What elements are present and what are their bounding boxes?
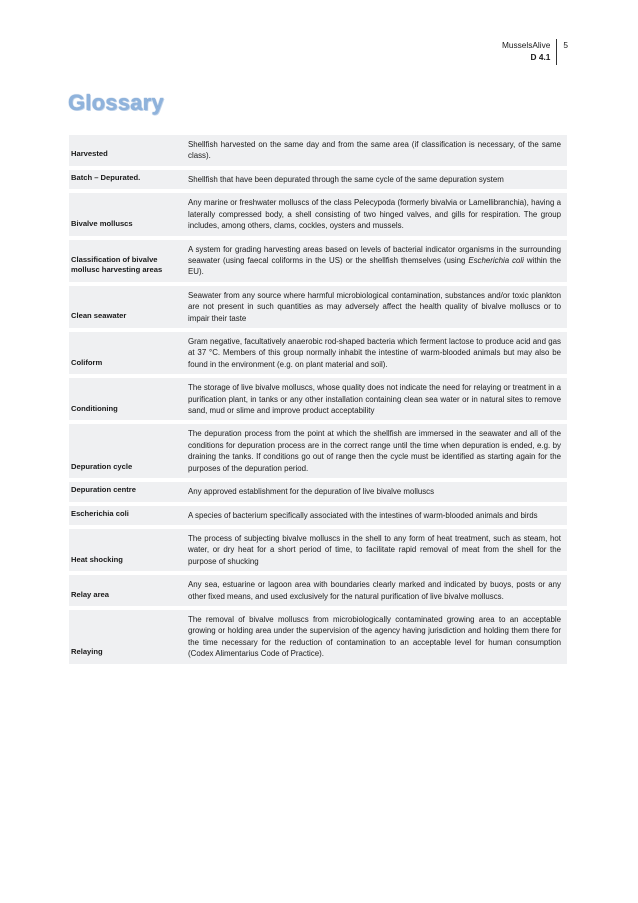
glossary-row [69,378,567,420]
glossary-definition: A system for grading harvesting areas based on levels of bacterial indicator organisms in the surrounding seawater (using faecal coliforms in the US) or the shellfish themselves (using Escherichia coli within the EU). [188,244,561,277]
glossary-row [69,170,567,190]
glossary-row [69,482,567,502]
glossary-term: Depuration cycle [71,461,133,471]
glossary-row [69,529,567,571]
glossary-row [69,240,567,282]
glossary-row [69,610,567,664]
italic-species-name: Escherichia coli [468,255,524,265]
glossary-definition: Shellfish that have been depurated through the same cycle of the same depuration system [188,174,504,184]
glossary-term: Coliform [71,357,103,367]
glossary-term: Clean seawater [71,311,127,321]
glossary-term: Bivalve molluscs [71,219,133,229]
glossary-definition: The process of subjecting bivalve molluscs in the shell to any form of heat treatment, such as steam, hot water, or dry heat for a short period of time, to facilitate rapid removal of meat from the shell for the purpose of shucking [188,534,561,566]
glossary-row [69,575,567,606]
glossary-definition: Any approved establishment for the depuration of live bivalve molluscs [188,487,435,497]
glossary-definition: The depuration process from the point at which the shellfish are immersed in the seawater and all of the conditions for depuration process are in the correct range until the time when depuration is ended, e.g. by draining the tanks. If conditions go out of range then the cycle must be identified as starting again for the purposes of the depuration period. [188,429,561,473]
header-text [502,39,556,63]
glossary-definition: Any marine or freshwater molluscs of the class Pelecypoda (formerly bivalvia or Lamellibranchia), having a laterally compressed body, a shell consisting of two hinged valves, and gills for respiration. The group includes, among others, clams, cockles, oysters and mussels. [188,198,561,231]
glossary-definition: Seawater from any source where harmful microbiological contamination, substances and/or toxic plankton are not present in such quantities as may adversely affect the health quality of bivalve molluscs or to impair their taste [188,290,561,323]
glossary-definition: The removal of bivalve molluscs from microbiologically contaminated growing area to an acceptable growing or holding area under the supervision of the agency having jurisdiction and holding them there for the time necessary for the reduction of contamination to an acceptable level for human consumption (Codex Alimentarius Code of Practice). [188,615,561,659]
glossary-term: Classification of bivalve mollusc harvesting areas [71,254,163,275]
glossary-term: Depuration centre [71,485,136,495]
project-name: MusselsAlive [501,40,551,50]
glossary-term: Relaying [71,647,103,657]
glossary-table [69,135,567,668]
page-number: 5 [563,40,568,50]
glossary-term: Relay area [71,589,109,599]
page-header [502,39,568,65]
glossary-row [69,286,567,328]
glossary-definition: A species of bacterium specifically associated with the intestines of warm-blooded animals and birds [188,510,538,520]
glossary-row [69,424,567,478]
document-id: D 4.1 [530,52,551,62]
glossary-term: Batch – Depurated. [71,172,141,182]
glossary-term: Heat shocking [71,554,123,564]
glossary-row [69,332,567,374]
page-title: Glossary [68,90,164,115]
glossary-row [69,135,567,166]
glossary-term: Conditioning [71,403,118,413]
glossary-definition: The storage of live bivalve molluscs, whose quality does not indicate the need for relaying or treatment in a purification plant, in tanks or any other installation containing clean sea water or in natural sites to remove sand, mud or slime and improve product acceptability [188,383,561,415]
glossary-row [69,506,567,526]
glossary-definition: Any sea, estuarine or lagoon area with boundaries clearly marked and indicated by buoys, posts or any other fixed means, and used exclusively for the natural purification of live bivalve molluscs. [188,580,561,601]
glossary-definition: Shellfish harvested on the same day and from the same area (if classification is necessary, of the same class). [188,140,561,161]
glossary-definition: Gram negative, facultatively anaerobic rod-shaped bacteria which ferment lactose to produce acid and gas at 37 °C. Members of this group normally inhabit the intestine of warm-blooded animals but may also be found in the environment (e.g. on plant material and soil). [188,336,561,369]
glossary-term: Escherichia coli [71,508,129,518]
glossary-term: Harvested [71,149,108,159]
glossary-row [69,193,567,235]
